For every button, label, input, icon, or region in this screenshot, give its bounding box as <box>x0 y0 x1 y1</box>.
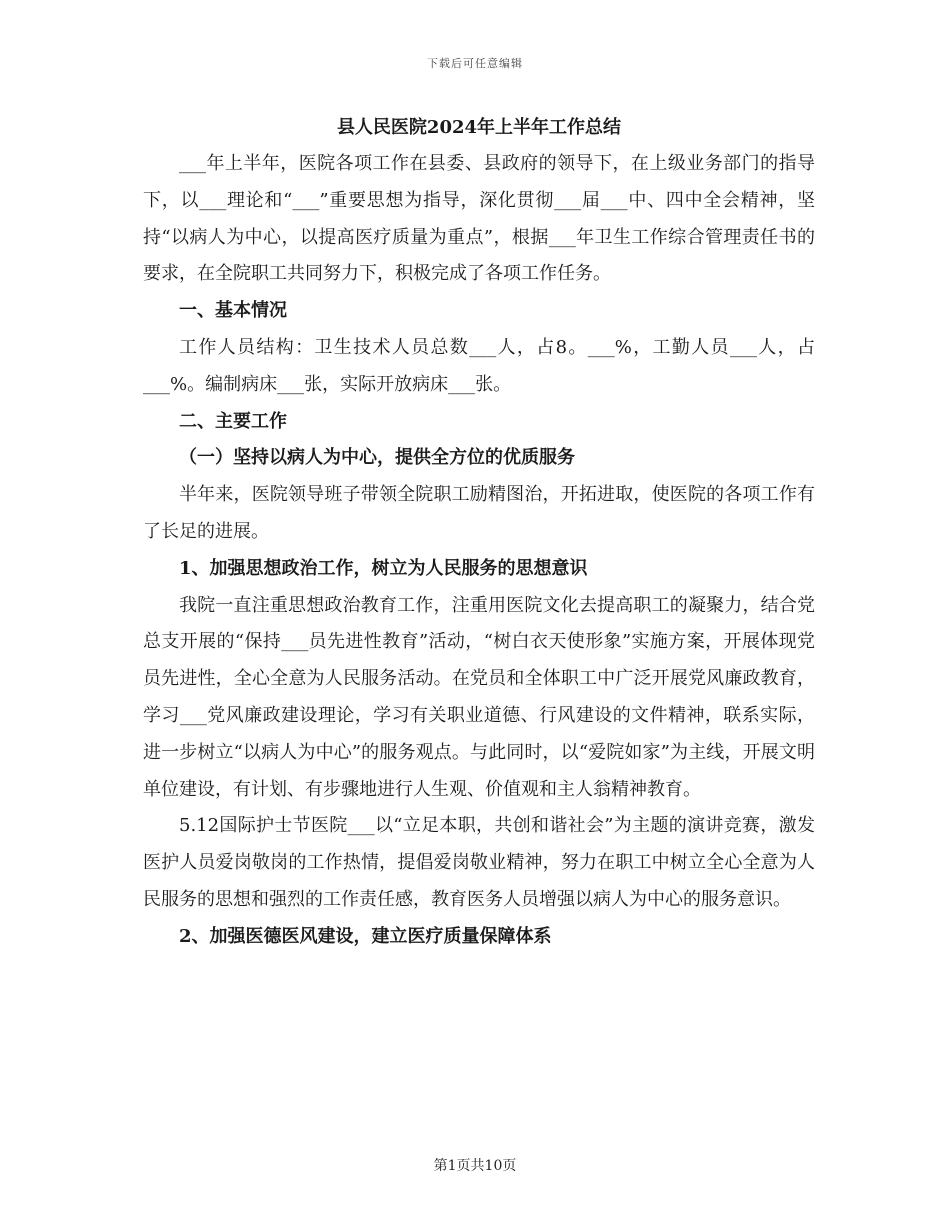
politics-paragraph: 我院一直注重思想政治教育工作，注重用医院文化去提高职工的凝聚力，结合党总支开展的“保持___员先进性教育”活动，“树白衣天使形象”实施方案，开展体现党员先进性，全心全意为人民服务活动。在党员和全体职工中广泛开展党风廉政教育，学习___党风廉政建设理论，学习有关职业道德、行风建设的文件精神，联系实际，进一步树立“以病人为中心”的服务观点。与此同时，以“爱院如家”为主线，开展文明单位建设，有计划、有步骤地进行人生观、价值观和主人翁精神教育。 <box>143 594 815 800</box>
intro-paragraph: ___年上半年，医院各项工作在县委、县政府的领导下，在上级业务部门的指导下，以___理论和“___”重要思想为指导，深化贯彻___届___中、四中全会精神，坚持“以病人为中心，以提高医疗质量为重点”，根据___年卫生工作综合管理责任书的要求，在全院职工共同努力下，积极完成了各项工作任务。 <box>143 153 815 285</box>
nurse-day-paragraph: 5.12国际护士节医院___以“立足本职，共创和谐社会”为主题的演讲竞赛，激发医护人员爱岗敬岗的工作热情，提倡爱岗敬业精神，努力在职工中树立全心全意为人民服务的思想和强烈的工作责任感，教育医务人员增强以病人为中心的服务意识。 <box>143 815 815 910</box>
item-heading-ethics: 2、加强医德医风建设，建立医疗质量保障体系 <box>179 925 552 947</box>
header-note: 下载后可任意编辑 <box>427 57 523 70</box>
section-heading-basic: 一、基本情况 <box>179 300 287 322</box>
page-footer: 第1页共10页 <box>433 1158 517 1174</box>
subsection-heading-patient-centered: （一）坚持以病人为中心，提供全方位的优质服务 <box>179 447 575 469</box>
item-heading-ideology: 1、加强思想政治工作，树立为人民服务的思想意识 <box>179 557 588 579</box>
document-body <box>143 110 815 956</box>
document-title: 县人民医院2024年上半年工作总结 <box>336 117 622 138</box>
half-year-paragraph: 半年来，医院领导班子带领全院职工励精图治，开拓进取，使医院的各项工作有了长足的进展。 <box>143 484 815 542</box>
section-heading-main-work: 二、主要工作 <box>179 410 287 432</box>
basic-info-paragraph: 工作人员结构：卫生技术人员总数___人，占8。___%，工勤人员___人，占___%。编制病床___张，实际开放病床___张。 <box>143 336 815 395</box>
